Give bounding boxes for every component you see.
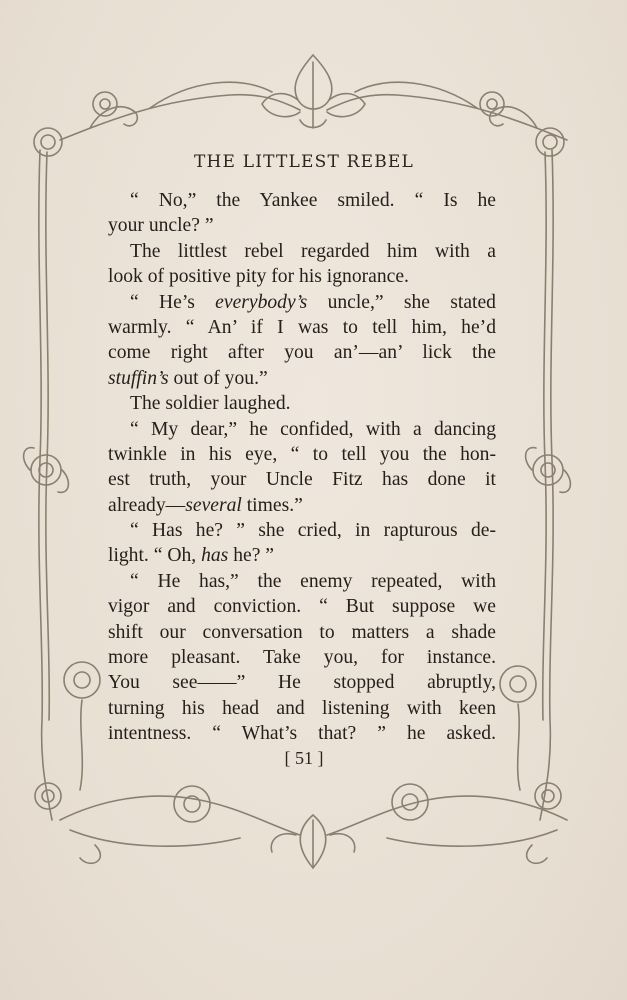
text-line: warmly. “ An’ if I was to tell him, he’d — [108, 316, 496, 338]
text-line: “ My dear,” he confided, with a dancing — [130, 418, 496, 440]
text-line: more pleasant. Take you, for instance. — [108, 647, 496, 669]
running-header: THE LITTLEST REBEL — [193, 152, 415, 172]
text-line: “ No,” the Yankee smiled. “ Is he — [130, 190, 496, 211]
text-line: vigor and conviction. “ But suppose we — [108, 596, 496, 618]
text-line: You see——” He stopped abruptly, — [108, 672, 496, 694]
text-line: already—several times.” — [108, 494, 303, 516]
text-line: look of positive pity for his ignorance. — [108, 266, 409, 288]
text-line: come right after you an’—an’ lick the — [108, 342, 496, 364]
text-line: your uncle? ” — [108, 215, 214, 237]
text-line: “ He has,” the enemy repeated, with — [130, 570, 496, 592]
text-line: twinkle in his eye, “ to tell you the hon- — [108, 443, 496, 465]
body-text — [108, 188, 496, 747]
text-line: “ Has he? ” she cried, in rapturous de- — [130, 520, 496, 542]
text-line: light. “ Oh, has he? ” — [108, 545, 274, 567]
text-line: turning his head and listening with keen — [108, 697, 496, 719]
text-line: “ He’s everybody’s uncle,” she stated — [130, 291, 496, 313]
text-line: intentness. “ What’s that? ” he asked. — [108, 723, 496, 745]
text-line: stuffin’s out of you.” — [108, 367, 268, 389]
text-line: est truth, your Uncle Fitz has done it — [108, 469, 496, 491]
text-line: The soldier laughed. — [130, 393, 291, 415]
page-number: [ 51 ] — [284, 748, 324, 768]
text-line: The littlest rebel regarded him with a — [130, 240, 496, 262]
text-line: shift our conversation to matters a shade — [108, 621, 496, 643]
